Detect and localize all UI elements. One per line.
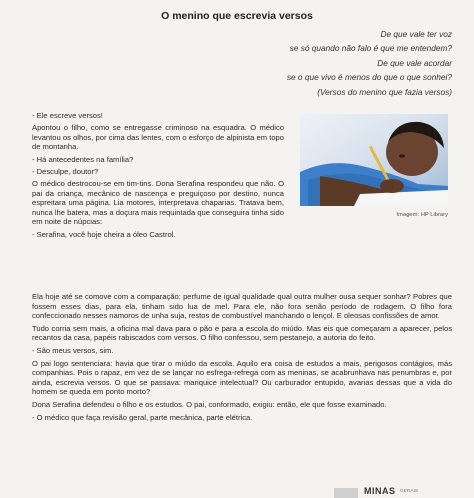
paragraph: - São meus versos, sim.	[32, 345, 114, 355]
epigraph-line: De que vale ter voz	[380, 29, 452, 39]
footer-subtitle: GERAIS	[400, 489, 419, 494]
paragraph: Dona Serafina defendeu o filho e os estudos. O pai, conformado, exigiu: então, ele que fosse examinado.	[32, 399, 387, 409]
boy-writing-photo	[300, 114, 448, 206]
footer-logo: MINAS	[364, 486, 396, 496]
epigraph-line: De que vale acordar	[377, 57, 452, 68]
footer-bar	[334, 488, 358, 498]
image-credit: Imagem: HP Library	[396, 212, 448, 218]
epigraph-line: se só quando não falo é que me entendem?	[289, 43, 452, 54]
epigraph	[192, 28, 452, 98]
text-column	[32, 111, 284, 242]
paragraph: - Serafina, você hoje cheira a óleo Castrol.	[32, 229, 176, 239]
epigraph-line: se o que vivo é menos do que o que sonhei?	[286, 72, 452, 83]
epigraph-attribution: (Versos do menino que fazia versos)	[317, 86, 452, 97]
paragraph: Apontou o filho, como se entregasse criminoso na esquadra. O médico levantou os olhos, por cima das lentes, com o esforço de alpinista em topo de montanha.	[32, 123, 284, 152]
paragraph: - Há antecedentes na família?	[32, 154, 134, 164]
paragraph: - O médico que faça revisão geral, parte mecânica, parte elétrica.	[32, 412, 253, 422]
paragraph: O pai logo sentenciara: havia que tirar o miúdo da escola. Aquilo era coisa de estudos a mais, perigosos contágios, más companhias. Pois o rapaz, em vez de se lançar no esfrega-refrega com as meninas, se acabrunhava nas penumbras e, por ainda, escrevia versos. O que se passava: mariquice intelectual? Ou carburador entupido, avarias dessas que a vida do homem se queda em ponto morto?	[32, 358, 452, 397]
paragraph: O médico destrocou-se em tim-tins. Dona Serafina respondeu que não. O pai da criança, mecânico de nascença e preguiçoso por destino, nunca espreitara uma página. Lia motores, interpretava chaparias. Tratava bem, nunca lhe batera, mas a doçura mais requintada que conseguira tinha sido em noite de núpcias:	[32, 178, 284, 227]
text-full-width	[32, 292, 452, 425]
paragraph: Tudo corria sem mais, a oficina mal dava para o pão e para a escola do miúdo. Mas eis que começaram a aparecer, pelos recantos da casa, papéis rabiscados com versos. O filho confessou, sem pestanejo, a autoria do feito.	[32, 323, 452, 343]
paragraph: - Ele escreve versos!	[32, 111, 103, 120]
page-title: O menino que escrevia versos	[161, 10, 313, 22]
photo-illustration	[300, 114, 448, 206]
paragraph: - Desculpe, doutor?	[32, 166, 99, 176]
paragraph: Ela hoje até se comove com a comparação: perfume de igual qualidade qual outra mulher ousa sequer sonhar? Pobres que fossem esses dias, para ela, tinham sido lua de mel. Para ele, não fora senão período de rodagem. O filho fora confeccionado nesses namoros de unha suja, restos de combustível manchando o lençol. E oleosas confissões de amor.	[32, 292, 452, 321]
